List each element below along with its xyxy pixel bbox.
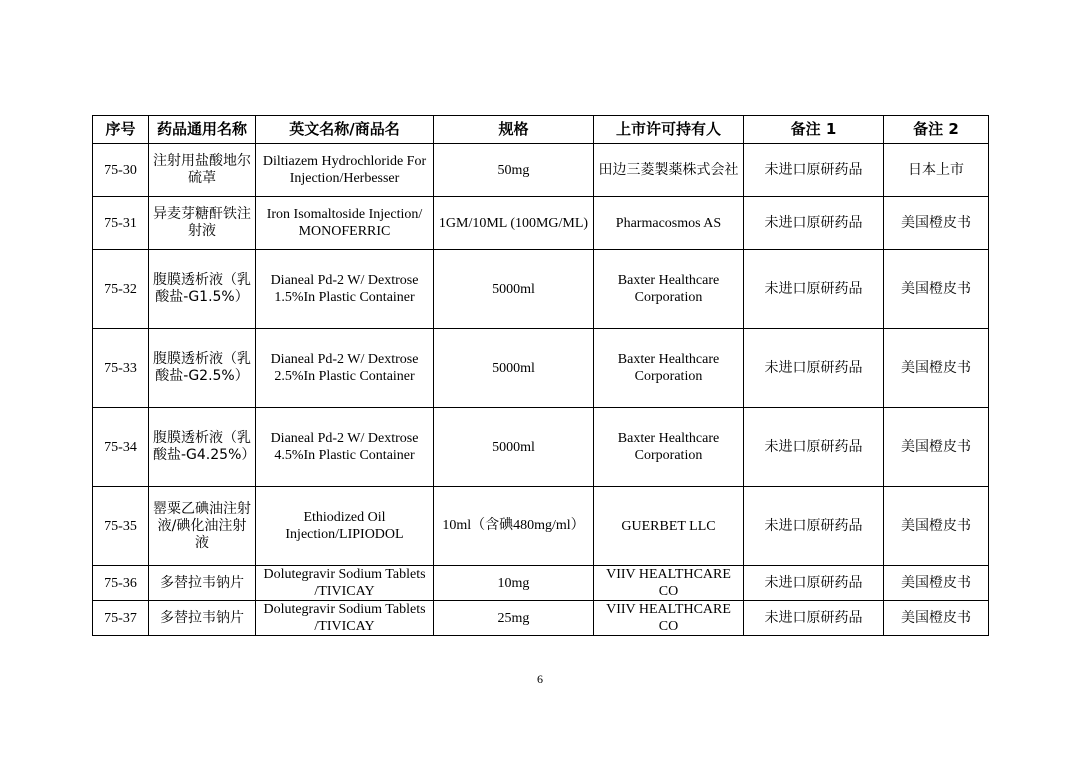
cell-note1: 未进口原研药品 [744,250,884,329]
cell-note1: 未进口原研药品 [744,408,884,487]
cell-no: 75-37 [93,601,149,636]
cell-no: 75-36 [93,566,149,601]
header-cell-cn-name: 药品通用名称 [149,116,256,144]
cell-spec: 1GM/10ML (100MG/ML) [434,197,594,250]
cell-spec: 5000ml [434,329,594,408]
cell-note2: 美国橙皮书 [884,250,989,329]
cell-holder: 田边三菱製薬株式会社 [594,144,744,197]
cell-note2: 日本上市 [884,144,989,197]
table-row [93,144,989,197]
cell-spec: 50mg [434,144,594,197]
cell-spec: 25mg [434,601,594,636]
cell-en-name: Diltiazem Hydrochloride For Injection/Herbesser [256,144,434,197]
cell-note1: 未进口原研药品 [744,487,884,566]
drug-table [92,115,989,636]
cell-cn-name: 罂粟乙碘油注射液/碘化油注射液 [149,487,256,566]
table-row [93,601,989,636]
cell-spec: 10mg [434,566,594,601]
cell-note2: 美国橙皮书 [884,487,989,566]
cell-note2: 美国橙皮书 [884,408,989,487]
table-row [93,250,989,329]
cell-holder: Baxter Healthcare Corporation [594,329,744,408]
cell-holder: Pharmacosmos AS [594,197,744,250]
table-row [93,566,989,601]
cell-note2: 美国橙皮书 [884,601,989,636]
cell-no: 75-35 [93,487,149,566]
table-row [93,329,989,408]
cell-en-name: Dolutegravir Sodium Tablets /TIVICAY [256,566,434,601]
cell-holder: Baxter Healthcare Corporation [594,250,744,329]
cell-note2: 美国橙皮书 [884,329,989,408]
cell-cn-name: 多替拉韦钠片 [149,566,256,601]
cell-no: 75-30 [93,144,149,197]
header-cell-en-name: 英文名称/商品名 [256,116,434,144]
cell-cn-name: 腹膜透析液（乳酸盐-G2.5%） [149,329,256,408]
table-row [93,487,989,566]
cell-en-name: Dianeal Pd-2 W/ Dextrose 4.5%In Plastic Container [256,408,434,487]
cell-en-name: Dolutegravir Sodium Tablets /TIVICAY [256,601,434,636]
cell-en-name: Dianeal Pd-2 W/ Dextrose 2.5%In Plastic Container [256,329,434,408]
page-number: 6 [537,672,543,686]
header-cell-note1: 备注 1 [744,116,884,144]
cell-cn-name: 腹膜透析液（乳酸盐-G1.5%） [149,250,256,329]
cell-note1: 未进口原研药品 [744,329,884,408]
cell-cn-name: 异麦芽糖酐铁注射液 [149,197,256,250]
cell-no: 75-32 [93,250,149,329]
cell-spec: 5000ml [434,408,594,487]
cell-holder: Baxter Healthcare Corporation [594,408,744,487]
cell-note2: 美国橙皮书 [884,197,989,250]
cell-note1: 未进口原研药品 [744,144,884,197]
header-row [93,116,989,144]
cell-holder: VIIV HEALTHCARE CO [594,601,744,636]
cell-en-name: Dianeal Pd-2 W/ Dextrose 1.5%In Plastic Container [256,250,434,329]
table-row [93,408,989,487]
cell-holder: GUERBET LLC [594,487,744,566]
cell-note1: 未进口原研药品 [744,197,884,250]
cell-note1: 未进口原研药品 [744,601,884,636]
table-row [93,197,989,250]
header-cell-note2: 备注 2 [884,116,989,144]
cell-en-name: Ethiodized Oil Injection/LIPIODOL [256,487,434,566]
cell-cn-name: 多替拉韦钠片 [149,601,256,636]
cell-no: 75-33 [93,329,149,408]
header-cell-spec: 规格 [434,116,594,144]
cell-cn-name: 注射用盐酸地尔硫䓬 [149,144,256,197]
cell-holder: VIIV HEALTHCARE CO [594,566,744,601]
header-cell-no: 序号 [93,116,149,144]
cell-spec: 5000ml [434,250,594,329]
cell-note1: 未进口原研药品 [744,566,884,601]
cell-no: 75-34 [93,408,149,487]
cell-note2: 美国橙皮书 [884,566,989,601]
cell-no: 75-31 [93,197,149,250]
header-cell-holder: 上市许可持有人 [594,116,744,144]
cell-en-name: Iron Isomaltoside Injection/ MONOFERRIC [256,197,434,250]
cell-spec: 10ml（含碘480mg/ml） [434,487,594,566]
cell-cn-name: 腹膜透析液（乳酸盐-G4.25%） [149,408,256,487]
